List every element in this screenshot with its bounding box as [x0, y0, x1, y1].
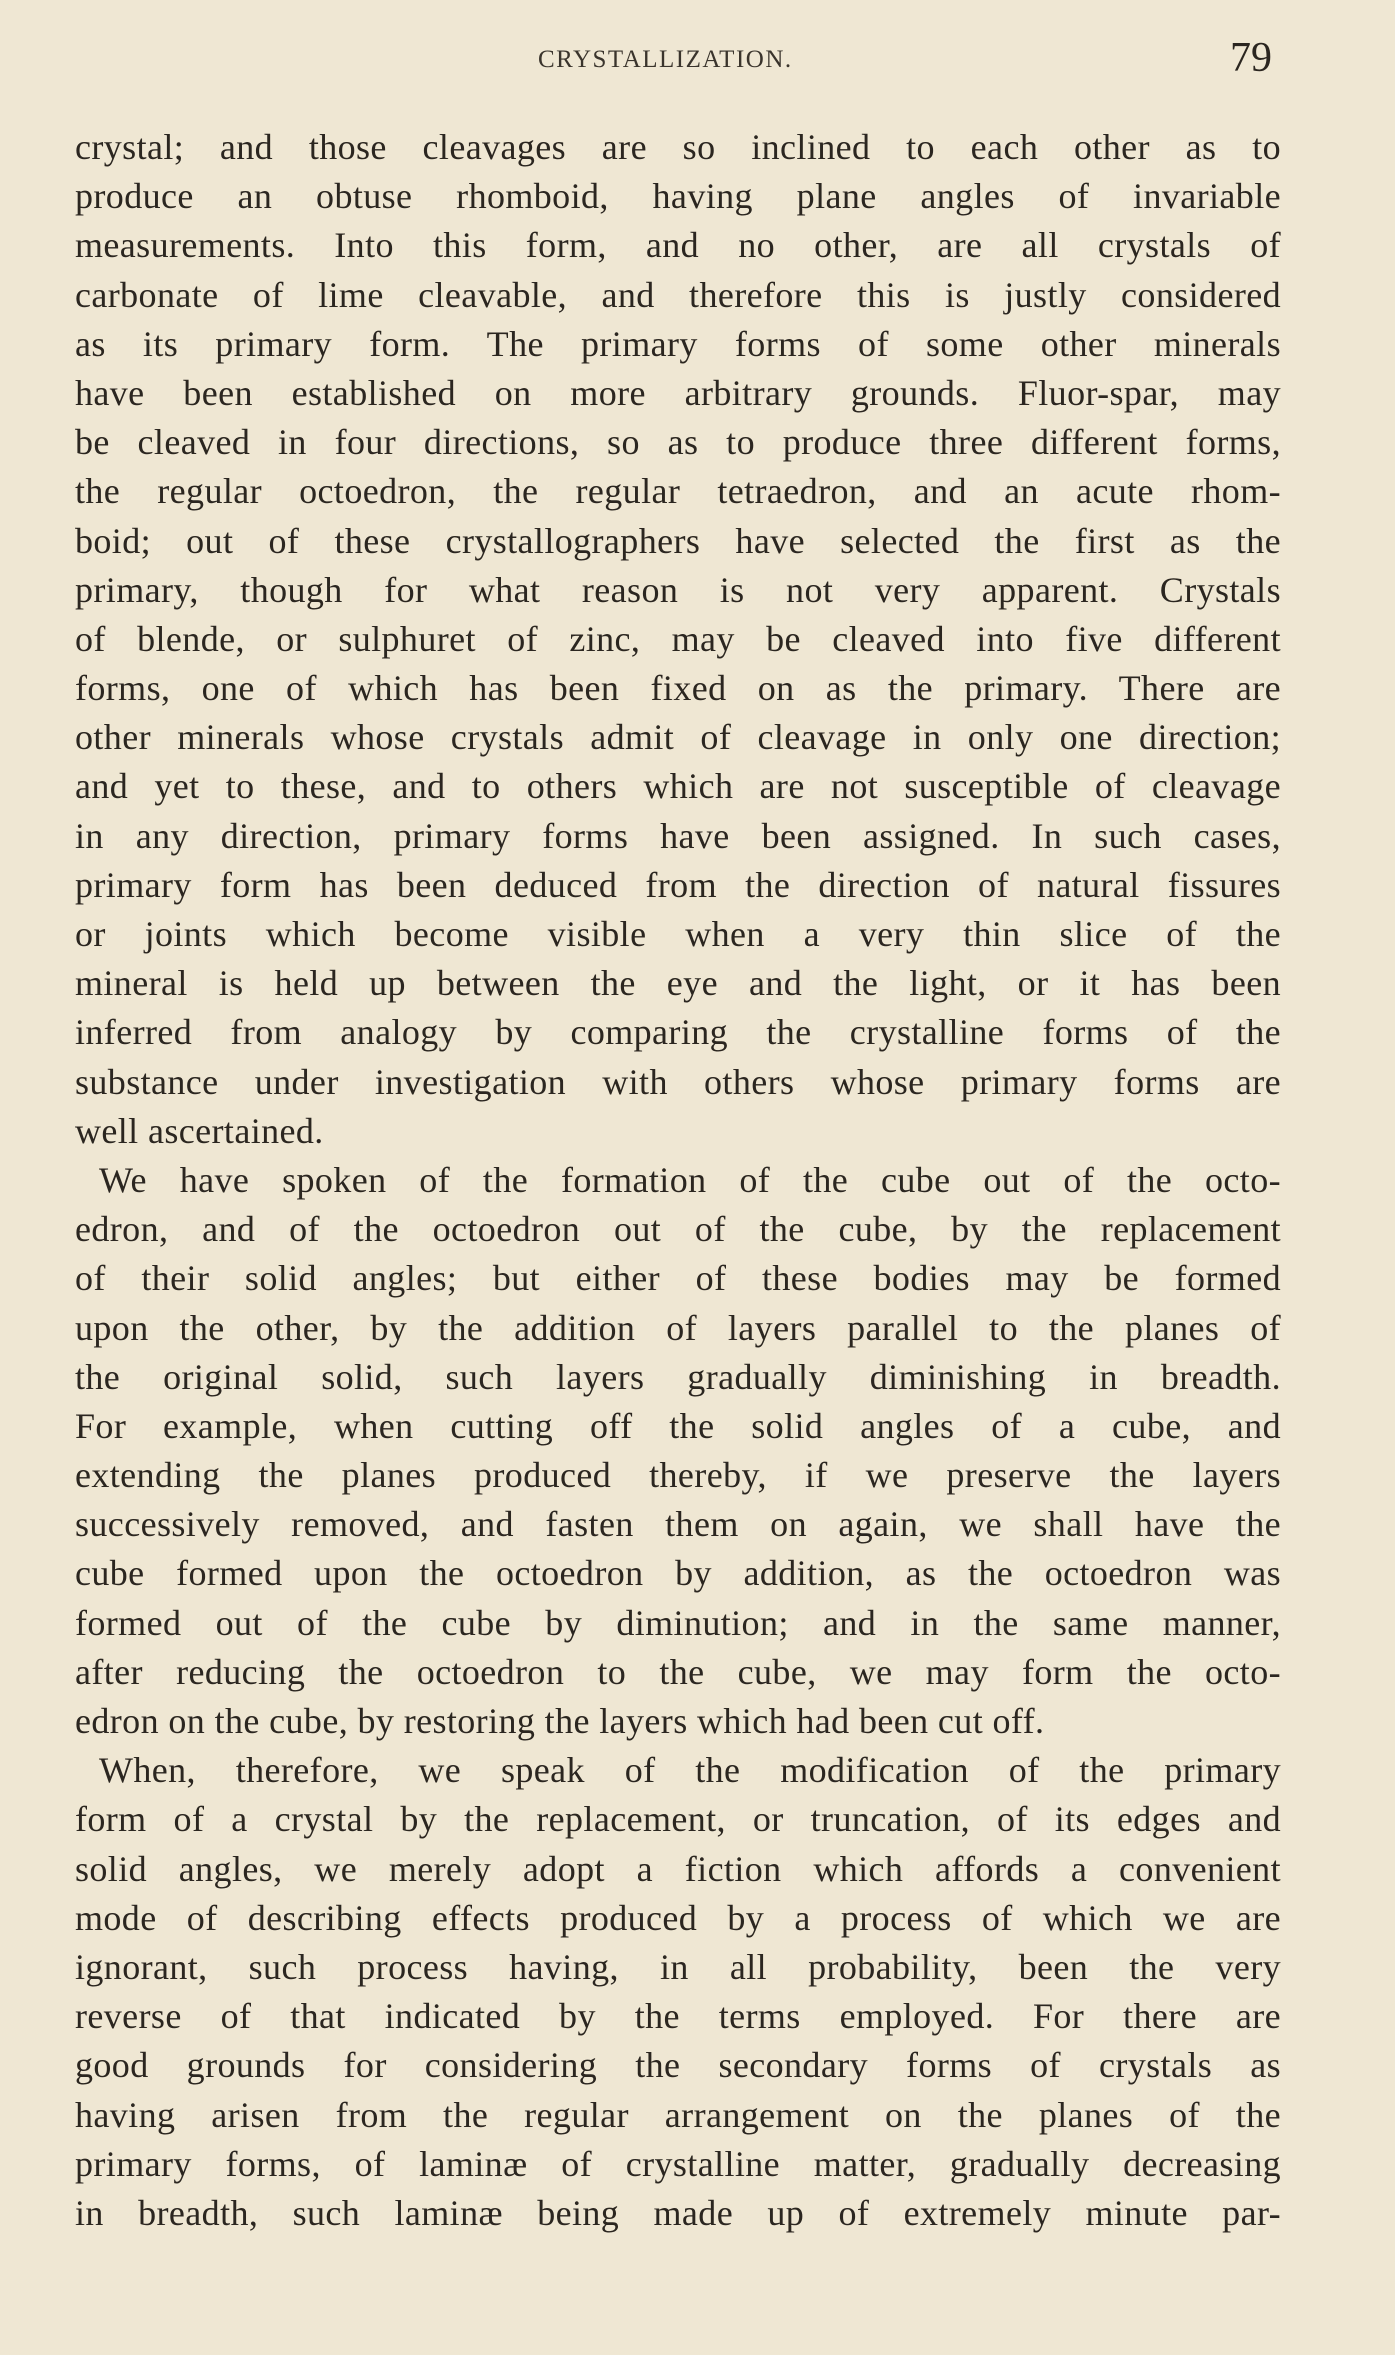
text-line: have been established on more arbitrary grounds. Fluor-spar, may [75, 372, 1281, 413]
text-line: upon the other, by the addition of layers parallel to the planes of [75, 1307, 1281, 1348]
text-line: of their solid angles; but either of these bodies may be formed [75, 1258, 1281, 1299]
text-line: measurements. Into this form, and no other, are all crystals of [75, 225, 1281, 266]
text-line: primary form has been deduced from the direction of natural fissures [75, 864, 1281, 905]
text-line: substance under investigation with others whose primary forms are [75, 1061, 1281, 1102]
text-line: mineral is held up between the eye and the light, or it has been [75, 963, 1281, 1004]
text-line: the regular octoedron, the regular tetraedron, and an acute rhom- [75, 471, 1281, 512]
text-line: edron, and of the octoedron out of the cube, by the replacement [75, 1209, 1281, 1250]
text-line: or joints which become visible when a very thin slice of the [75, 914, 1281, 954]
text-line: solid angles, we merely adopt a fiction which affords a convenient [75, 1848, 1281, 1889]
text-line: form of a crystal by the replacement, or truncation, of its edges and [75, 1799, 1281, 1840]
text-line: having arisen from the regular arrangement on the planes of the [75, 2094, 1281, 2135]
text-line: mode of describing effects produced by a process of which we are [75, 1897, 1281, 1938]
text-line: primary forms, of laminæ of crystalline matter, gradually decreasing [75, 2143, 1281, 2184]
text-line: ignorant, such process having, in all probability, been the very [75, 1946, 1281, 1987]
text-line: When, therefore, we speak of the modification of the primary [99, 1750, 1281, 1791]
running-head: CRYSTALLIZATION. [538, 46, 793, 73]
text-line: primary, though for what reason is not very apparent. Crystals [75, 569, 1281, 610]
text-line: well ascertained. [75, 1110, 324, 1151]
page-number: 79 [1230, 35, 1272, 81]
text-line: extending the planes produced thereby, if we preserve the layers [75, 1455, 1281, 1496]
text-line: produce an obtuse rhomboid, having plane angles of invariable [75, 176, 1281, 217]
text-line: For example, when cutting off the solid angles of a cube, and [75, 1405, 1281, 1446]
text-line: boid; out of these crystallographers have selected the first as the [75, 520, 1281, 561]
text-line: crystal; and those cleavages are so inclined to each other as to [75, 127, 1281, 167]
text-line: carbonate of lime cleavable, and therefore this is justly considered [75, 274, 1281, 315]
text-line: cube formed upon the octoedron by addition, as the octoedron was [75, 1553, 1281, 1594]
text-line: successively removed, and fasten them on again, we shall have the [75, 1504, 1281, 1545]
text-line: after reducing the octoedron to the cube, we may form the octo- [75, 1651, 1281, 1692]
text-line: edron on the cube, by restoring the layers which had been cut off. [75, 1701, 1045, 1741]
text-line: the original solid, such layers gradually diminishing in breadth. [75, 1356, 1281, 1397]
text-line: of blende, or sulphuret of zinc, may be cleaved into five different [75, 618, 1281, 659]
text-line: in breadth, such laminæ being made up of extremely minute par- [75, 2192, 1281, 2233]
text-line: inferred from analogy by comparing the crystalline forms of the [75, 1012, 1281, 1053]
text-line: other minerals whose crystals admit of cleavage in only one direction; [75, 717, 1281, 758]
text-line: reverse of that indicated by the terms employed. For there are [75, 1996, 1281, 2037]
text-line: as its primary form. The primary forms of some other minerals [75, 323, 1281, 364]
text-line: formed out of the cube by diminution; and in the same manner, [75, 1602, 1281, 1643]
text-line: be cleaved in four directions, so as to produce three different forms, [75, 422, 1281, 463]
text-line: and yet to these, and to others which are not susceptible of cleavage [75, 766, 1281, 807]
body-text [75, 123, 1281, 2238]
text-line: We have spoken of the formation of the cube out of the octo- [99, 1159, 1281, 1200]
text-line: good grounds for considering the secondary forms of crystals as [75, 2045, 1281, 2086]
text-line: forms, one of which has been fixed on as the primary. There are [75, 668, 1281, 709]
text-line: in any direction, primary forms have been assigned. In such cases, [75, 815, 1281, 856]
